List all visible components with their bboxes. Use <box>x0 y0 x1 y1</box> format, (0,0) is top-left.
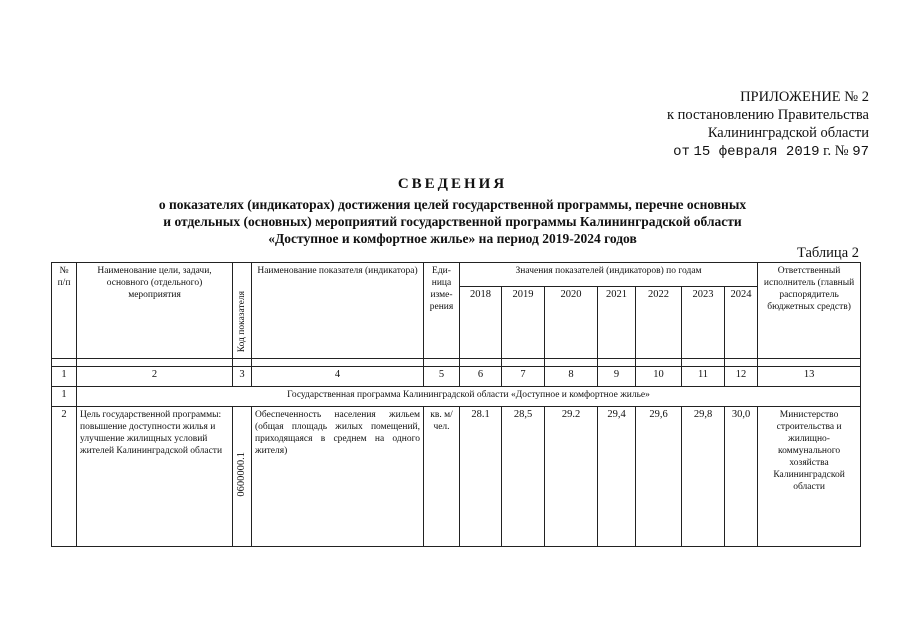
date-prefix: от <box>673 144 690 160</box>
column-number: 12 <box>725 367 758 387</box>
subtitle-line-3: «Доступное и комфортное жилье» на период 2019-2024 годов <box>268 231 637 246</box>
header-values-group: Значения показателей (индикаторов) по годам <box>460 263 758 287</box>
appendix-resolution: к постановлению Правительства <box>667 107 869 123</box>
column-number: 8 <box>545 367 598 387</box>
data-row-num: 2 <box>52 407 77 547</box>
column-number-row <box>52 367 861 387</box>
column-number: 6 <box>460 367 502 387</box>
appendix-block <box>667 88 869 161</box>
header-goal: Наименование цели, задачи, основного (отдельного) мероприятия <box>77 263 233 359</box>
column-number: 11 <box>682 367 725 387</box>
column-number: 1 <box>52 367 77 387</box>
data-row-executor: Министерство строительства и жилищно-коммунального хозяйства Калининградской области <box>758 407 861 547</box>
header-executor: Ответственный исполнитель (главный распорядитель бюджетных средств) <box>758 263 861 359</box>
header-indicator: Наименование показателя (индикатора) <box>252 263 424 359</box>
data-row-goal: Цель государственной программы: повышение доступности жилья и улучшение жилищных условий жителей Калининградской области <box>77 407 233 547</box>
appendix-region: Калининградской области <box>707 125 869 141</box>
date-suffix: г. № <box>823 143 849 159</box>
data-row-value: 29.2 <box>545 407 598 547</box>
column-number: 3 <box>233 367 252 387</box>
document-title: СВЕДЕНИЯ <box>397 176 508 192</box>
data-row-value: 29,4 <box>598 407 636 547</box>
data-row-indicator: Обеспеченность населения жильем (общая площадь жилых помещений, приходящаяся в среднем на одного жителя) <box>252 407 424 547</box>
data-row-value: 29,6 <box>636 407 682 547</box>
data-row-code-text: 0600000.1 <box>236 452 247 497</box>
indicators-table <box>51 262 861 547</box>
column-number: 13 <box>758 367 861 387</box>
header-year: 2024 <box>725 287 758 359</box>
column-number: 10 <box>636 367 682 387</box>
header-year: 2020 <box>545 287 598 359</box>
resolution-number: 97 <box>852 144 869 160</box>
header-code <box>233 263 252 359</box>
header-year: 2018 <box>460 287 502 359</box>
header-year: 2019 <box>502 287 545 359</box>
data-row-value: 28.1 <box>460 407 502 547</box>
program-row-num: 1 <box>52 387 77 407</box>
program-row-title: Государственная программа Калининградской области «Доступное и комфортное жилье» <box>77 387 861 407</box>
subtitle-line-1: о показателях (индикаторах) достижения целей государственной программы, перечне основных <box>158 197 747 212</box>
table-label: Таблица 2 <box>796 245 859 261</box>
column-number: 2 <box>77 367 233 387</box>
header-row-1 <box>52 263 861 287</box>
data-row-value: 28,5 <box>502 407 545 547</box>
column-number: 9 <box>598 367 636 387</box>
header-unit: Еди-ница изме-рения <box>424 263 460 359</box>
header-num: № п/п <box>52 263 77 359</box>
spacer-row <box>52 359 861 367</box>
appendix-date-line <box>667 142 869 161</box>
date-value: 15 февраля 2019 <box>693 144 820 160</box>
appendix-title: ПРИЛОЖЕНИЕ № 2 <box>740 89 869 105</box>
data-row-code <box>233 407 252 547</box>
column-number: 4 <box>252 367 424 387</box>
column-number: 5 <box>424 367 460 387</box>
header-year: 2021 <box>598 287 636 359</box>
program-row <box>52 387 861 407</box>
data-row-value: 29,8 <box>682 407 725 547</box>
data-row-unit: кв. м/чел. <box>424 407 460 547</box>
data-row <box>52 407 861 547</box>
subtitle-line-2: и отдельных (основных) мероприятий государственной программы Калининградской области <box>163 214 742 229</box>
header-year: 2023 <box>682 287 725 359</box>
header-code-text: Код показателя <box>237 290 247 352</box>
column-number: 7 <box>502 367 545 387</box>
header-year: 2022 <box>636 287 682 359</box>
data-row-value: 30,0 <box>725 407 758 547</box>
